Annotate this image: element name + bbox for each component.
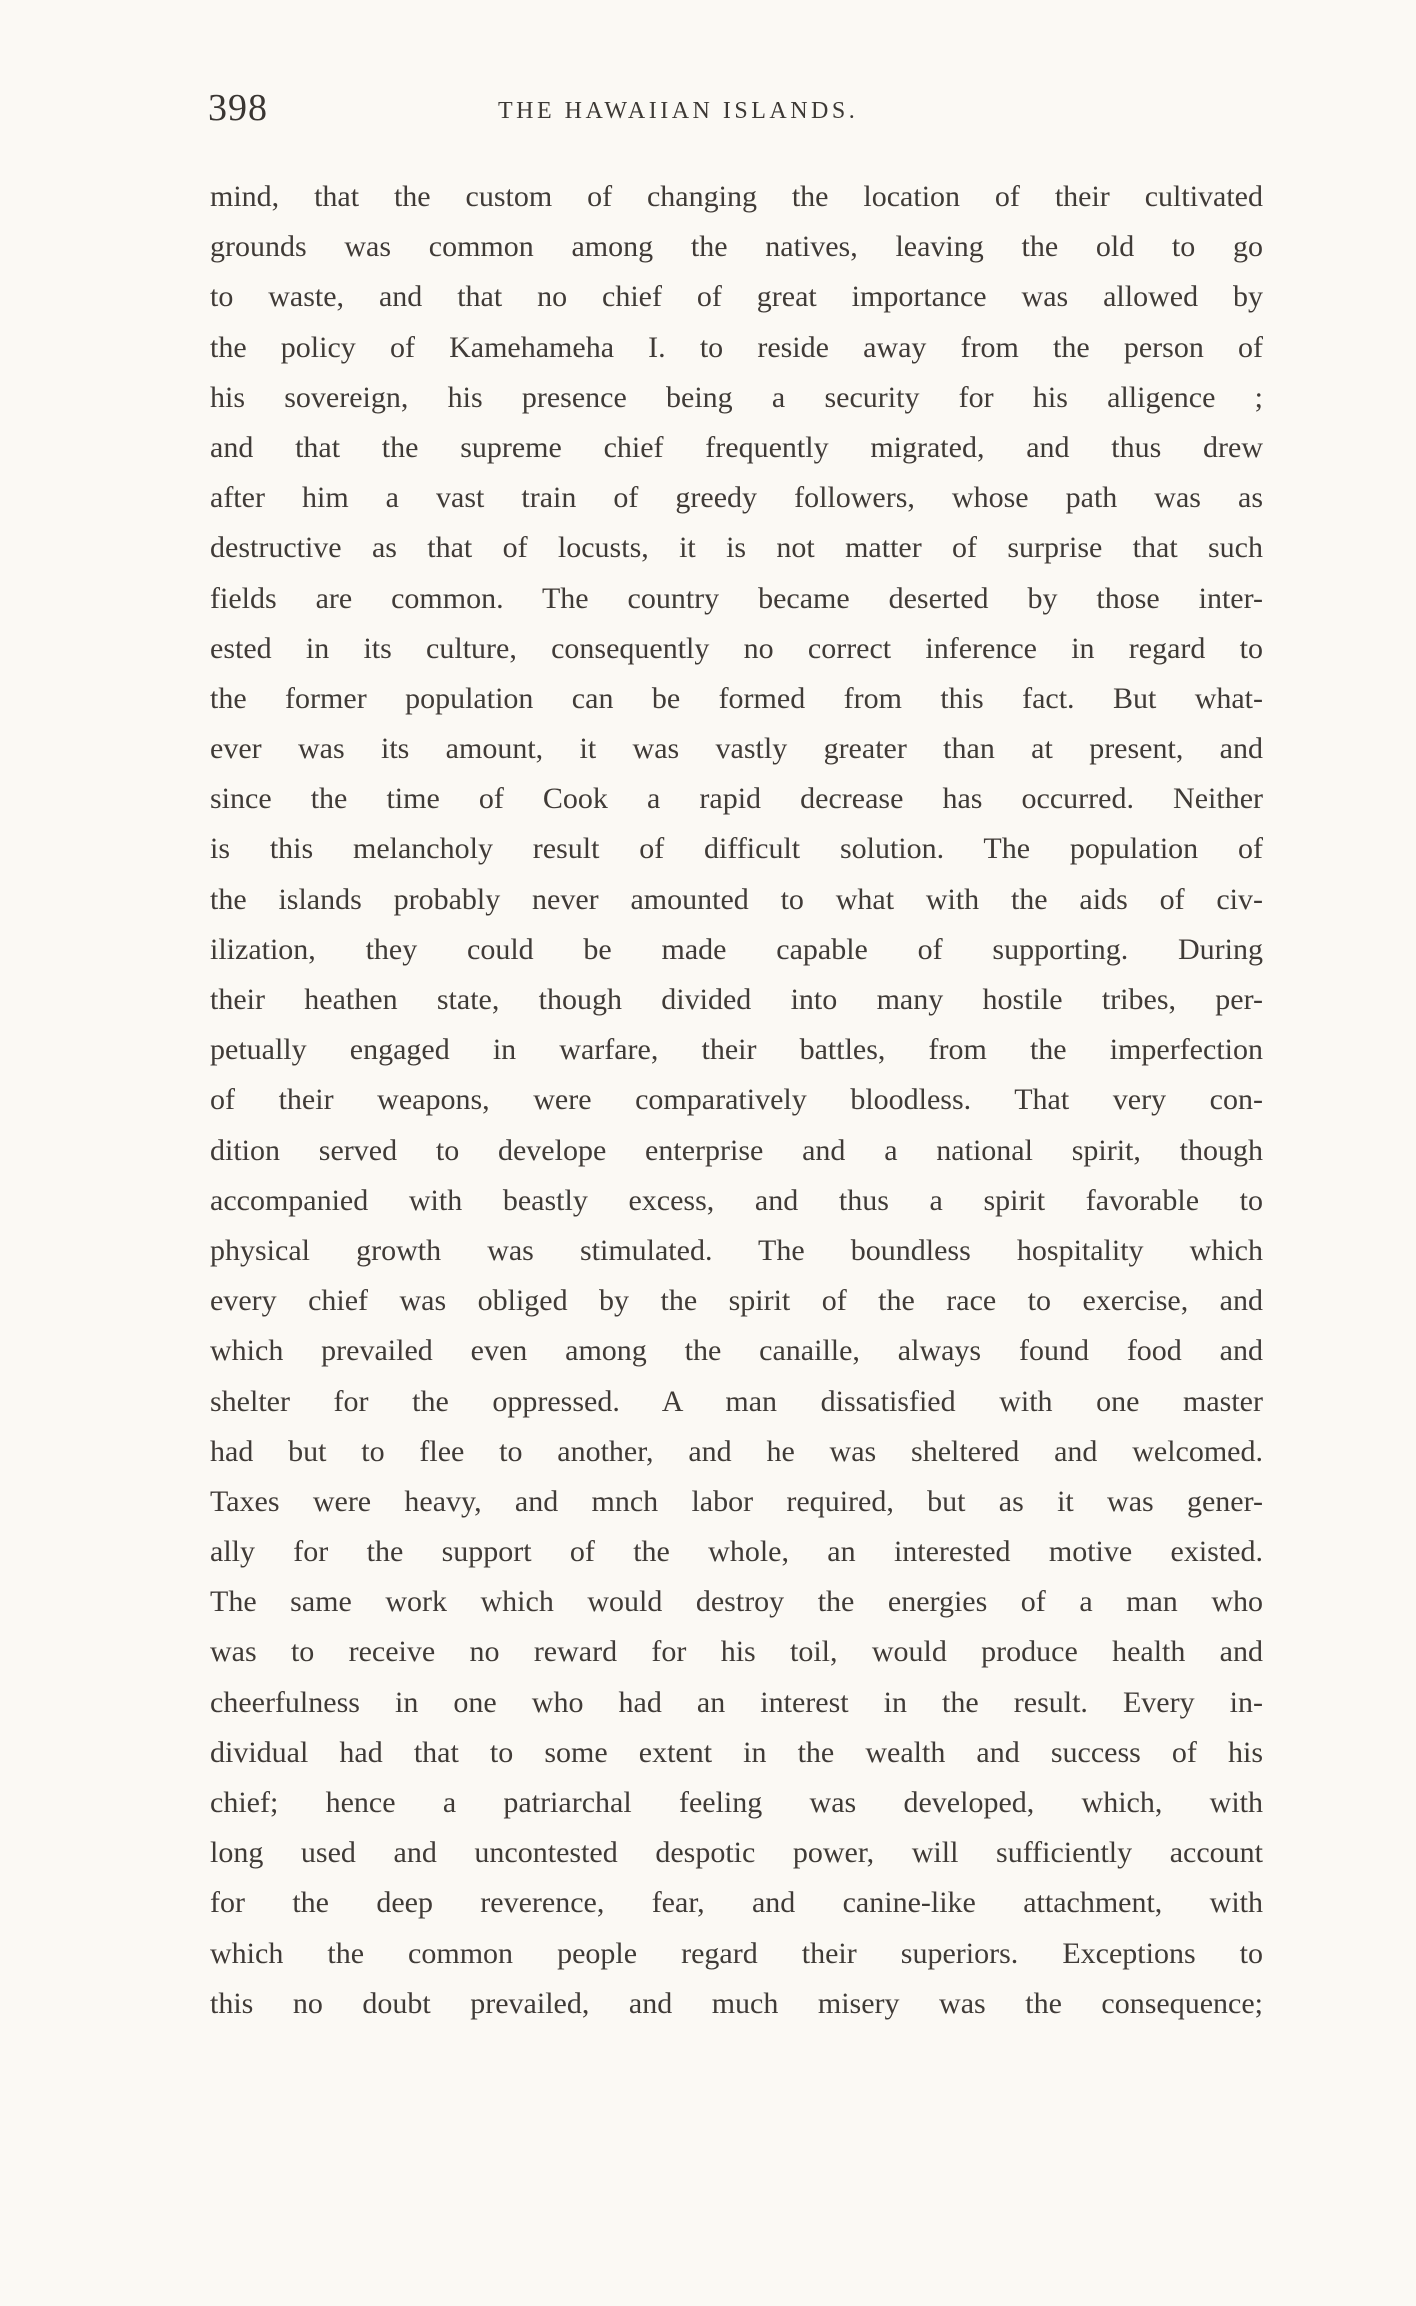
text-line: the former population can be formed from this fact. But what- <box>210 681 1263 715</box>
text-line: ested in its culture, consequently no correct inference in regard to <box>210 631 1263 665</box>
text-line: after him a vast train of greedy followers, whose path was as <box>210 481 1263 515</box>
text-line: to waste, and that no chief of great importance was allowed by <box>210 280 1263 314</box>
text-line: ever was its amount, it was vastly greater than at present, and <box>210 732 1263 766</box>
text-line: mind, that the custom of changing the location of their cultivated <box>210 180 1263 213</box>
text-line: dition served to develope enterprise and a national spirit, though <box>210 1133 1263 1167</box>
text-line: of their weapons, were comparatively bloodless. That very con- <box>210 1083 1263 1117</box>
text-line: shelter for the oppressed. A man dissatisfied with one master <box>210 1384 1263 1418</box>
text-line: had but to flee to another, and he was sheltered and welcomed. <box>210 1434 1263 1468</box>
text-line: Taxes were heavy, and mnch labor required, but as it was gener- <box>210 1484 1263 1518</box>
text-line: the policy of Kamehameha I. to reside away from the person of <box>210 330 1263 364</box>
text-line: fields are common. The country became deserted by those inter- <box>210 581 1263 615</box>
text-line: physical growth was stimulated. The boundless hospitality which <box>210 1233 1263 1267</box>
text-line: and that the supreme chief frequently migrated, and thus drew <box>210 430 1263 464</box>
text-line: every chief was obliged by the spirit of the race to exercise, and <box>210 1284 1263 1318</box>
text-line: petually engaged in warfare, their battles, from the imperfection <box>210 1033 1263 1067</box>
text-line: ally for the support of the whole, an interested motive existed. <box>210 1535 1263 1569</box>
text-line: their heathen state, though divided into many hostile tribes, per- <box>210 983 1263 1016</box>
text-line: which prevailed even among the canaille, always found food and <box>210 1334 1263 1368</box>
running-title: THE HAWAIIAN ISLANDS. <box>498 98 859 124</box>
text-line: ilization, they could be made capable of supporting. During <box>210 932 1263 966</box>
text-line: chief; hence a patriarchal feeling was developed, which, with <box>210 1786 1263 1819</box>
text-line: long used and uncontested despotic power, will sufficiently account <box>210 1836 1263 1870</box>
text-line: since the time of Cook a rapid decrease has occurred. Neither <box>210 782 1263 816</box>
text-line: was to receive no reward for his toil, would produce health and <box>210 1635 1263 1669</box>
text-line: accompanied with beastly excess, and thus a spirit favorable to <box>210 1183 1263 1217</box>
text-line: destructive as that of locusts, it is not matter of surprise that such <box>210 531 1263 565</box>
page-number: 398 <box>208 87 268 129</box>
text-line: this no doubt prevailed, and much misery was the consequence; <box>210 1986 1263 2020</box>
running-head <box>208 86 1248 146</box>
text-line: which the common people regard their superiors. Exceptions to <box>210 1936 1263 1970</box>
text-line: his sovereign, his presence being a security for his alligence ; <box>210 380 1263 414</box>
text-line: dividual had that to some extent in the wealth and success of his <box>210 1735 1263 1769</box>
text-line: The same work which would destroy the energies of a man who <box>210 1585 1263 1619</box>
text-line: grounds was common among the natives, leaving the old to go <box>210 230 1263 264</box>
text-line: for the deep reverence, fear, and canine-like attachment, with <box>210 1886 1263 1920</box>
text-line: the islands probably never amounted to what with the aids of civ- <box>210 882 1263 916</box>
body-text <box>210 172 1263 2029</box>
text-line: is this melancholy result of difficult solution. The population of <box>210 832 1263 866</box>
text-line: cheerfulness in one who had an interest in the result. Every in- <box>210 1685 1263 1719</box>
